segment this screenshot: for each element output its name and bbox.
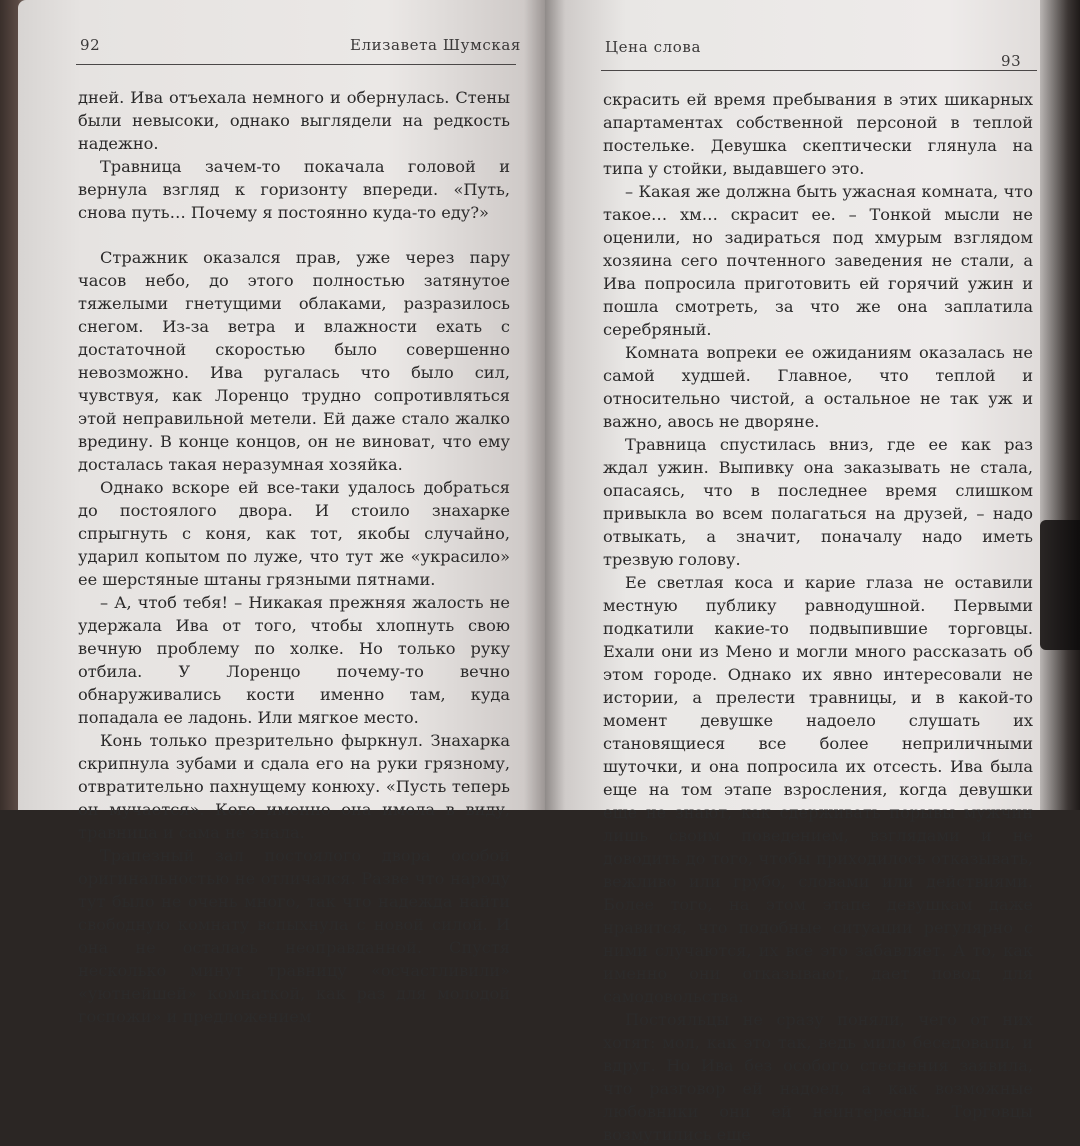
left-page: [18, 0, 545, 1026]
right-page: [545, 0, 1050, 1144]
paragraph: Постояльцы не сразу поняли, чего от них хотят: мол, как это так, ведь мило беседовали, и вдруг. Но Ива без особого стеснения заявила, что разговор ей надоел, а как возможные любовники они ей неинтересны. Торговцы возмутились еще: [603, 1010, 1033, 1144]
paragraph: Ее светлая коса и карие глаза не оставили местную публику равнодушной. Первыми подкатили какие-то подвыпившие торговцы. Ехали они из Мено и могли много рассказать об этом городе. Однако их явно интересовали не истории, а прелести травницы, и в какой-то момент девушке надоело слушать их становящиеся все более неприличными шуточки, и она попросила их отсесть. Ива была еще на том этапе взросления, когда девушки еще не знают, как сдерживать порывы мужчин лишь своим поведением, взглядами и не доводить до того, чтобы приходилось отказывать, вежливо или грубо, словами или действиями. Более того, на этом этапе девушкам даже нравится, что подобные ситуации регулярно с ними случаются, их все это забавляет. А то, как именно они отказывают, дает повод для самодовольства.: [603, 573, 1033, 1006]
paragraph: Трапезный зал постоялого двора особой оригинальностью не отличался. Разве что народу тут было не очень много, так что надежда найти свободную комнату вспыхнула с новой силой. И она не осталась неоправданной. Спустя несколько минут травницу «осчастливили» «уютнейшей» комнаткой, как раз для молодой госпожи» и предложением: [78, 846, 510, 1026]
paragraph: – Какая же должна быть ужасная комната, что такое… хм… скрасит ее. – Тонкой мысли не оценили, но задираться под хмурым взглядом хозяина сего почтенного заведения не стали, а Ива попросила приготовить ей горячий ужин и пошла смотреть, за что же она заплатила серебряный.: [603, 182, 1033, 339]
paragraph: Однако вскоре ей все-таки удалось добраться до постоялого двора. И стоило знахарке спрыгнуть с коня, как тот, якобы случайно, ударил копытом по луже, что тут же «украсило» ее шерстяные штаны грязными пятнами.: [78, 478, 510, 589]
right-page-text: [603, 88, 1033, 1146]
left-header-rule: [76, 64, 516, 65]
left-page-number: 92: [80, 36, 101, 54]
paragraph: Конь только презрительно фыркнул. Знахарка скрипнула зубами и сдала его на руки грязному, отвратительно пахнущему конюху. «Пусть теперь он мучается». Кого именно она имела в виду, травница и сама не знала.: [78, 731, 510, 842]
right-header-rule: [601, 70, 1037, 71]
paragraph: Травница зачем-то покачала головой и вернула взгляд к горизонту впереди. «Путь, снова путь… Почему я постоянно куда-то еду?»: [78, 157, 510, 222]
paragraph: Травница спустилась вниз, где ее как раз ждал ужин. Выпивку она заказывать не стала, опасаясь, что в последнее время слишком привыкла во всем полагаться на друзей, – надо отвыкать, а значит, поначалу надо иметь трезвую голову.: [603, 435, 1033, 569]
left-page-text: [78, 86, 510, 1028]
paragraph: Комната вопреки ее ожиданиям оказалась не самой худшей. Главное, что теплой и относительно чистой, а остальное не так уж и важно, авось не дворяне.: [603, 343, 1033, 431]
paragraph-gap: [78, 224, 510, 246]
left-running-head: Елизавета Шумская: [350, 36, 521, 54]
book-edge-right: [1040, 0, 1080, 810]
paragraph: – А, чтоб тебя! – Никакая прежняя жалость не удержала Ива от того, чтобы хлопнуть свою вечную проблему по холке. Но только руку отбила. У Лоренцо почему-то вечно обнаруживались кости именно там, куда попадала ее ладонь. Или мягкое место.: [78, 593, 510, 727]
paragraph: Стражник оказался прав, уже через пару часов небо, до этого полностью затянутое тяжелыми гнетущими облаками, разразилось снегом. Из-за ветра и влажности ехать с достаточной скоростью было совершенно невозможно. Ива ругалась что было сил, чувствуя, как Лоренцо трудно сопротивляться этой неправильной метели. Ей даже стало жалко вредину. В конце концов, он не виноват, что ему досталась такая неразумная хозяйка.: [78, 248, 510, 474]
paragraph: скрасить ей время пребывания в этих шикарных апартаментах собственной персоной в теплой постельке. Девушка скептически глянула на типа у стойки, выдавшего это.: [603, 90, 1033, 178]
right-running-head: Цена слова: [605, 38, 702, 56]
right-page-number: 93: [1001, 52, 1022, 70]
black-bookmark-tab: [1040, 520, 1080, 650]
paragraph: дней. Ива отъехала немного и обернулась. Стены были невысоки, однако выглядели на редкость надежно.: [78, 88, 510, 153]
